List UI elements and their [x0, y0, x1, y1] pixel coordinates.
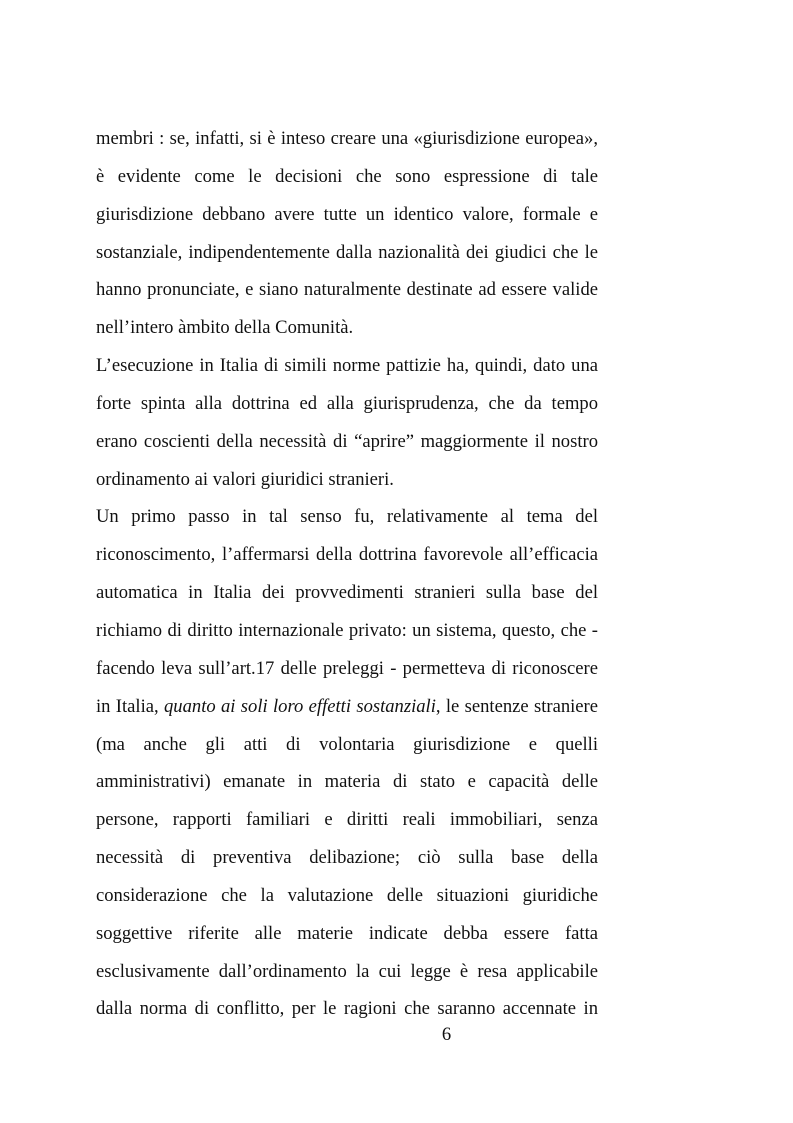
text-line: nell’intero àmbito della Comunità. [96, 317, 354, 339]
text-line: richiamo di diritto internazionale privato: un sistema, questo, che - [96, 619, 598, 641]
text-line: persone, rapporti familiari e diritti reali immobiliari, senza [96, 809, 598, 831]
page-number: 6 [441, 1024, 452, 1045]
text-line: Un primo passo in tal senso fu, relativamente al tema del [96, 506, 598, 528]
text-line: giurisdizione debbano avere tutte un identico valore, formale e [96, 203, 598, 225]
text-line: esclusivamente dall’ordinamento la cui legge è resa applicabile [96, 960, 598, 982]
text-line: riconoscimento, l’affermarsi della dottrina favorevole all’efficacia [96, 544, 598, 566]
text-line: è evidente come le decisioni che sono espressione di tale [96, 165, 598, 187]
text-line: amministrativi) emanate in materia di stato e capacità delle [96, 771, 598, 793]
text-line: erano coscienti della necessità di “aprire” maggiormente il nostro [96, 430, 598, 452]
text-line: facendo leva sull’art.17 delle preleggi - permetteva di riconoscere [96, 657, 598, 679]
text-line: ordinamento ai valori giuridici stranieri. [96, 468, 394, 490]
italic-phrase: quanto ai soli loro effetti sostanziali [164, 695, 436, 717]
text-line-with-italic [96, 688, 598, 726]
text-segment: in Italia, [96, 695, 164, 717]
text-line: sostanziale, indipendentemente dalla nazionalità dei giudici che le [96, 241, 598, 263]
text-line: (ma anche gli atti di volontaria giurisdizione e quelli [96, 733, 598, 755]
body-text [96, 120, 598, 1028]
text-line: automatica in Italia dei provvedimenti stranieri sulla base del [96, 582, 598, 604]
text-line: L’esecuzione in Italia di simili norme pattizie ha, quindi, dato una [96, 355, 598, 377]
text-line: hanno pronunciate, e siano naturalmente destinate ad essere valide [96, 279, 598, 301]
text-line: forte spinta alla dottrina ed alla giurisprudenza, che da tempo [96, 392, 598, 414]
text-line: necessità di preventiva delibazione; ciò sulla base della [96, 847, 598, 869]
text-line: soggettive riferite alle materie indicate debba essere fatta [96, 922, 598, 944]
text-segment: , le sentenze straniere [435, 695, 598, 717]
text-line: membri : se, infatti, si è inteso creare una «giurisdizione europea», [96, 128, 598, 149]
text-line: dalla norma di conflitto, per le ragioni che saranno accennate in [96, 998, 598, 1020]
text-line: considerazione che la valutazione delle situazioni giuridiche [96, 884, 598, 906]
